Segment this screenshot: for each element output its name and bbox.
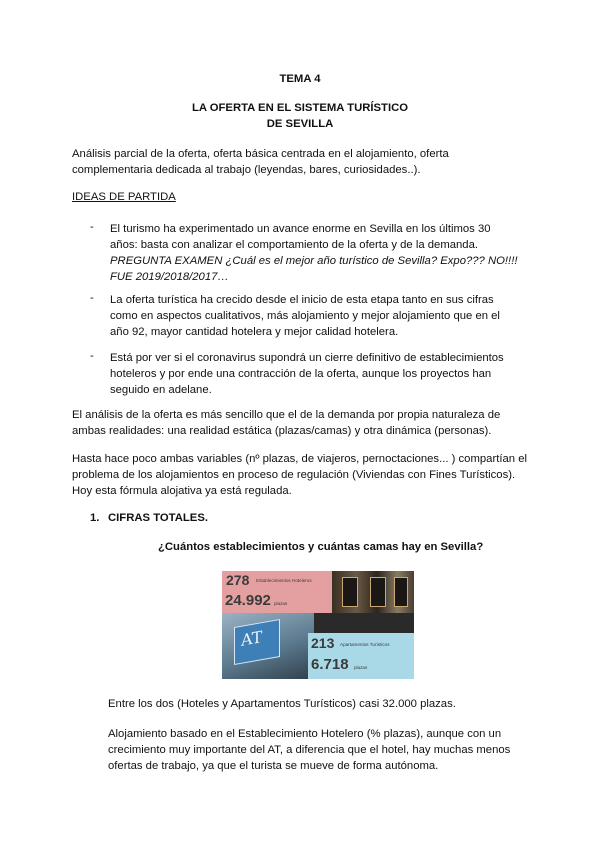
tema-label: TEMA 4 (279, 73, 321, 85)
apartments-label: Apartamentos Turísticos (340, 642, 390, 647)
apartments-count: 213 (311, 635, 335, 651)
section-title: CIFRAS TOTALES. (108, 512, 209, 524)
title-line-1: LA OFERTA EN EL SISTEMA TURÍSTICO (191, 102, 409, 114)
accommodation-infographic (222, 571, 414, 679)
bullet-text-2: La oferta turística ha crecido desde el inicio de esta etapa tanto en sus cifras como en aspectos cualitativos, más alojamiento y mejor alojamiento que en el año 92, mayor cantidad hotelera y mejor calidad hotelera. (110, 294, 500, 338)
window-shape (342, 577, 358, 607)
intro-paragraph: Análisis parcial de la oferta, oferta básica centrada en el alojamiento, oferta complementaria dedicada al trabajo (leyendas, bares, curiosidades..). (72, 148, 449, 176)
at-sign (234, 619, 280, 665)
bullet-dash: - (90, 292, 94, 304)
hotels-places-label: plazas (274, 601, 288, 606)
bullet-item-2 (90, 292, 520, 340)
at-sign-text: AT (241, 627, 263, 650)
hotels-label: Establecimientos Hoteleros (256, 578, 312, 583)
total-places-paragraph: Entre los dos (Hoteles y Apartamentos Turísticos) casi 32.000 plazas. (108, 698, 456, 710)
question-heading: ¿Cuántos establecimientos y cuántas camas hay en Sevilla? (158, 541, 484, 553)
window-shape (394, 577, 408, 607)
section-number: 1. (90, 512, 100, 524)
bullet-1-exam-question: PREGUNTA EXAMEN ¿Cuál es el mejor año turístico de Sevilla? Expo??? NO!!!! FUE 2019/2018/2017… (110, 255, 518, 283)
apartments-places: 6.718 (311, 656, 349, 673)
ideas-heading: IDEAS DE PARTIDA (72, 191, 176, 203)
bullet-item-3 (90, 350, 520, 398)
hotels-box (222, 571, 332, 613)
hotel-establishment-paragraph: Alojamiento basado en el Establecimiento Hotelero (% plazas), aunque con un crecimiento muy importante del AT, a diferencia que el hotel, hay muchas menos ofertas de trabajo, ya que el turista se mueve de forma autónoma. (108, 728, 511, 772)
apartments-places-label: plazas (354, 665, 368, 670)
window-shape (370, 577, 386, 607)
analysis-paragraph: El análisis de la oferta es más sencillo que el de la demanda por propia naturaleza de ambas realidades: una realidad estática (plazas/camas) y otra dinámica (personas). (72, 409, 501, 437)
hotels-count: 278 (226, 572, 250, 588)
title-line-2: DE SEVILLA (266, 118, 334, 130)
apartments-box (308, 633, 414, 679)
regulation-paragraph: Hasta hace poco ambas variables (nº plazas, de viajeros, pernoctaciones... ) compartían el problema de los alojamientos en proceso de regulación (Viviendas con Fines Turísticos). Hoy esta fórmula alojativa ya está regulada. (72, 453, 527, 497)
hotel-facade-photo (332, 571, 414, 613)
bullet-text-3: Está por ver si el coronavirus supondrá un cierre definitivo de establecimientos hoteleros y por ende una contracción de la oferta, aunque los proyectos han seguido en adelane. (110, 352, 504, 396)
bullet-1-plain: El turismo ha experimentado un avance enorme en Sevilla en los últimos 30 años: basta con analizar el comportamiento de la oferta y de la demanda. (110, 223, 491, 251)
apartment-sign-photo (222, 613, 314, 679)
bullet-dash: - (90, 350, 94, 362)
bullet-text-1 (110, 221, 520, 285)
bullet-item-1 (90, 221, 520, 285)
bullet-dash: - (90, 221, 94, 233)
hotels-places: 24.992 (225, 592, 271, 609)
photo-background (314, 613, 414, 633)
